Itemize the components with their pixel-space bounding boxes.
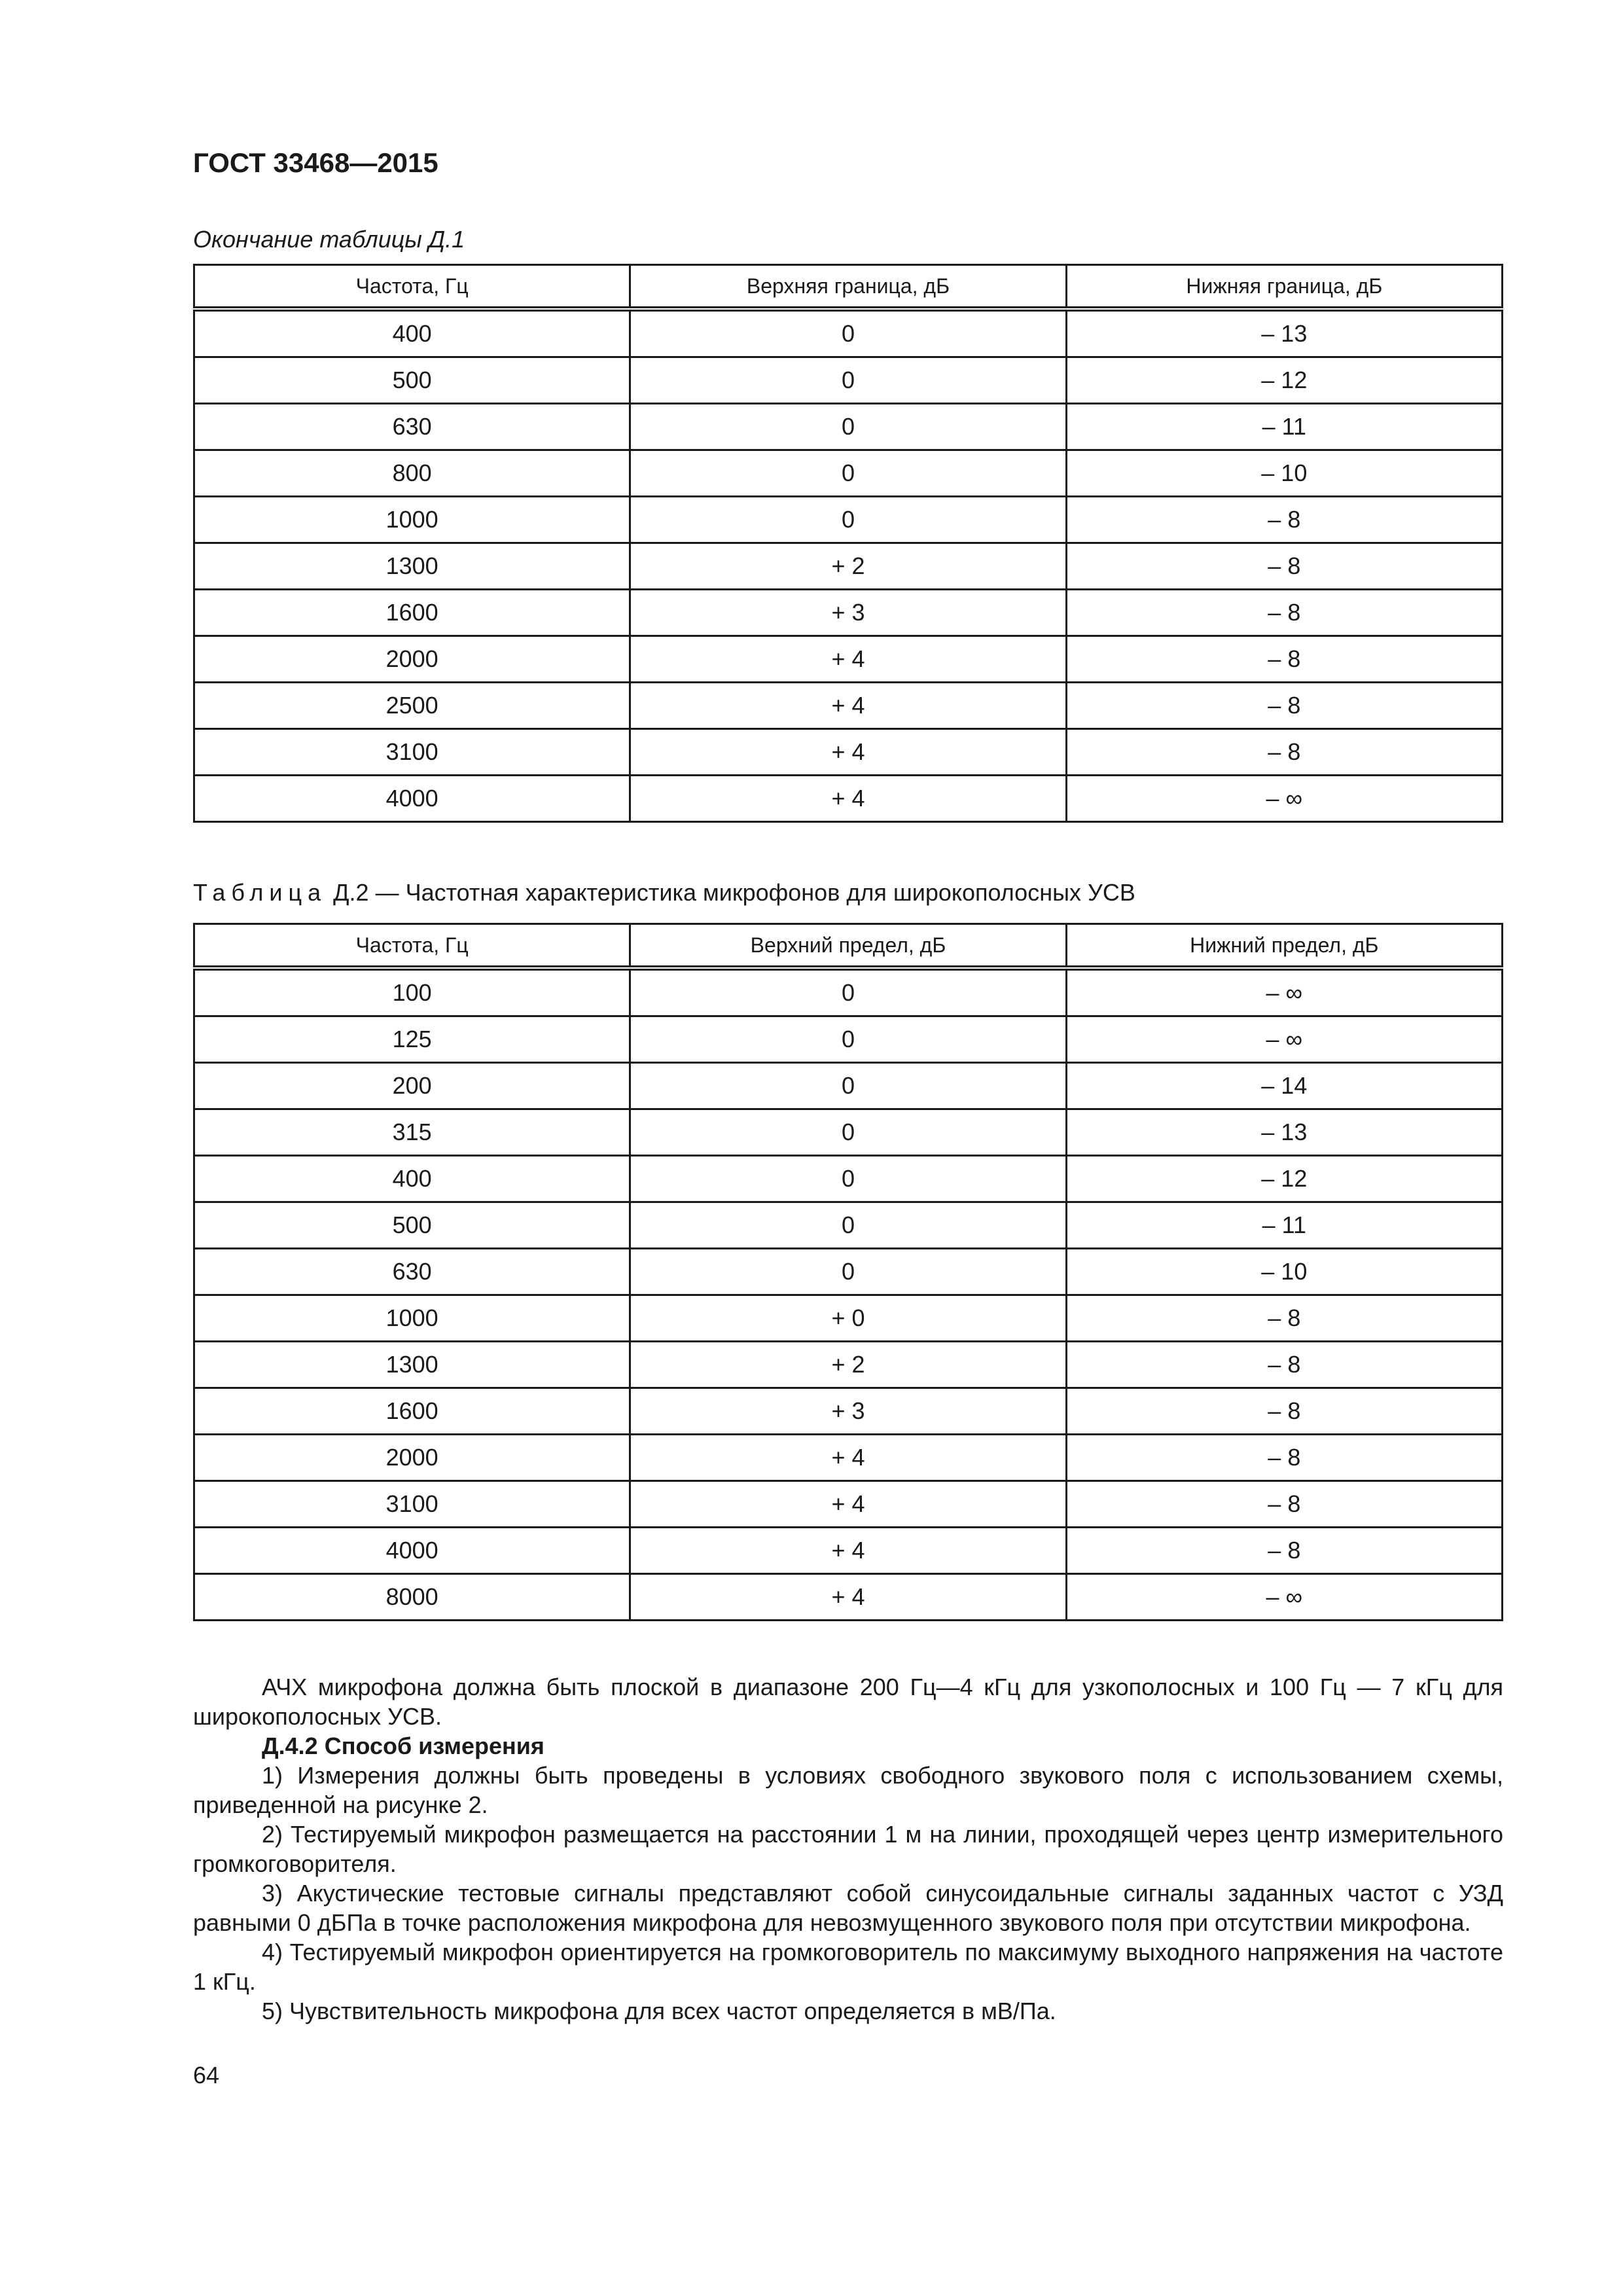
table-body bbox=[194, 309, 1503, 822]
cell-frequency: 400 bbox=[194, 309, 630, 357]
cell-frequency: 3100 bbox=[194, 1481, 630, 1528]
list-item: 5) Чувствительность микрофона для всех частот определяется в мВ/Па. bbox=[262, 1998, 1056, 2024]
table-row bbox=[194, 729, 1503, 776]
table-d1 bbox=[193, 264, 1503, 823]
cell-upper-limit: + 4 bbox=[630, 1528, 1066, 1574]
cell-upper-limit: + 3 bbox=[630, 1388, 1066, 1435]
cell-lower-limit: – 12 bbox=[1066, 1156, 1502, 1202]
list-item: 4) Тестируемый микрофон ориентируется на громкоговоритель по максимуму выходного напряжения на частоте 1 кГц. bbox=[193, 1939, 1503, 1995]
table-row bbox=[194, 1388, 1503, 1435]
list-item: 3) Акустические тестовые сигналы представляют собой синусоидальные сигналы заданных частот с УЗД равными 0 дБПа в точке расположения микрофона для невозмущенного звукового поля при отсутствии микрофона. bbox=[193, 1880, 1503, 1936]
cell-frequency: 1300 bbox=[194, 543, 630, 590]
table1-caption: Окончание таблицы Д.1 bbox=[193, 226, 465, 253]
table-row bbox=[194, 1435, 1503, 1481]
column-header-upper: Верхняя граница, дБ bbox=[630, 265, 1066, 310]
cell-upper-limit: + 4 bbox=[630, 636, 1066, 683]
cell-lower-limit: – 14 bbox=[1066, 1063, 1502, 1109]
cell-frequency: 1300 bbox=[194, 1342, 630, 1388]
cell-lower-limit: – 11 bbox=[1066, 1202, 1502, 1249]
body-text bbox=[193, 1672, 1503, 2026]
table-row bbox=[194, 1109, 1503, 1156]
table-row bbox=[194, 309, 1503, 357]
cell-upper-limit: + 3 bbox=[630, 590, 1066, 636]
cell-lower-limit: – 8 bbox=[1066, 543, 1502, 590]
cell-frequency: 800 bbox=[194, 450, 630, 497]
list-item: 2) Тестируемый микрофон размещается на расстоянии 1 м на линии, проходящей через центр измерительного громкоговорителя. bbox=[193, 1821, 1503, 1877]
table-row bbox=[194, 404, 1503, 450]
cell-frequency: 125 bbox=[194, 1016, 630, 1063]
document-title: ГОСТ 33468—2015 bbox=[193, 147, 438, 178]
table-row bbox=[194, 636, 1503, 683]
cell-upper-limit: + 2 bbox=[630, 543, 1066, 590]
cell-frequency: 630 bbox=[194, 1249, 630, 1295]
table-row bbox=[194, 357, 1503, 404]
cell-lower-limit: – 8 bbox=[1066, 1528, 1502, 1574]
cell-frequency: 1600 bbox=[194, 1388, 630, 1435]
table-body bbox=[194, 968, 1503, 1621]
cell-upper-limit: + 4 bbox=[630, 776, 1066, 822]
cell-lower-limit: – 8 bbox=[1066, 636, 1502, 683]
cell-lower-limit: – 13 bbox=[1066, 1109, 1502, 1156]
cell-lower-limit: – 8 bbox=[1066, 1435, 1502, 1481]
cell-frequency: 1600 bbox=[194, 590, 630, 636]
table-row bbox=[194, 450, 1503, 497]
table-row bbox=[194, 1063, 1503, 1109]
cell-frequency: 8000 bbox=[194, 1574, 630, 1621]
cell-frequency: 200 bbox=[194, 1063, 630, 1109]
cell-upper-limit: + 4 bbox=[630, 1481, 1066, 1528]
table-header-row bbox=[194, 265, 1503, 310]
cell-upper-limit: 0 bbox=[630, 1156, 1066, 1202]
afc-paragraph: АЧХ микрофона должна быть плоской в диапазоне 200 Гц—4 кГц для узкополосных и 100 Гц — 7 кГц для широкополосных УСВ. bbox=[193, 1674, 1503, 1730]
cell-upper-limit: 0 bbox=[630, 1202, 1066, 1249]
table-row bbox=[194, 1528, 1503, 1574]
cell-upper-limit: + 4 bbox=[630, 1435, 1066, 1481]
cell-upper-limit: + 4 bbox=[630, 683, 1066, 729]
cell-lower-limit: – 10 bbox=[1066, 1249, 1502, 1295]
cell-frequency: 630 bbox=[194, 404, 630, 450]
cell-upper-limit: + 2 bbox=[630, 1342, 1066, 1388]
cell-upper-limit: 0 bbox=[630, 1063, 1066, 1109]
cell-lower-limit: – 13 bbox=[1066, 309, 1502, 357]
page-number: 64 bbox=[193, 2062, 220, 2089]
cell-lower-limit: – 11 bbox=[1066, 404, 1502, 450]
table-row bbox=[194, 1295, 1503, 1342]
cell-lower-limit: – 8 bbox=[1066, 1342, 1502, 1388]
table-row bbox=[194, 968, 1503, 1016]
cell-frequency: 1000 bbox=[194, 1295, 630, 1342]
table-row bbox=[194, 1574, 1503, 1621]
cell-lower-limit: – 8 bbox=[1066, 729, 1502, 776]
cell-frequency: 400 bbox=[194, 1156, 630, 1202]
column-header-lower: Нижняя граница, дБ bbox=[1066, 265, 1502, 310]
table-row bbox=[194, 1016, 1503, 1063]
cell-frequency: 3100 bbox=[194, 729, 630, 776]
cell-upper-limit: 0 bbox=[630, 309, 1066, 357]
cell-frequency: 4000 bbox=[194, 1528, 630, 1574]
cell-upper-limit: 0 bbox=[630, 357, 1066, 404]
table-row bbox=[194, 590, 1503, 636]
cell-lower-limit: – 8 bbox=[1066, 1388, 1502, 1435]
cell-frequency: 2500 bbox=[194, 683, 630, 729]
column-header-upper: Верхний предел, дБ bbox=[630, 924, 1066, 969]
cell-frequency: 100 bbox=[194, 968, 630, 1016]
table2-caption-text: Д.2 — Частотная характеристика микрофонов для широкополосных УСВ bbox=[333, 879, 1135, 906]
cell-lower-limit: – 10 bbox=[1066, 450, 1502, 497]
column-header-frequency: Частота, Гц bbox=[194, 924, 630, 969]
cell-upper-limit: 0 bbox=[630, 497, 1066, 543]
table-row bbox=[194, 1481, 1503, 1528]
table-row bbox=[194, 776, 1503, 822]
cell-lower-limit: – 8 bbox=[1066, 1295, 1502, 1342]
cell-lower-limit: – 8 bbox=[1066, 590, 1502, 636]
cell-upper-limit: 0 bbox=[630, 968, 1066, 1016]
column-header-frequency: Частота, Гц bbox=[194, 265, 630, 310]
cell-lower-limit: – 8 bbox=[1066, 683, 1502, 729]
table2-caption-label: Таблица bbox=[193, 879, 327, 906]
table-row bbox=[194, 1249, 1503, 1295]
cell-upper-limit: 0 bbox=[630, 1109, 1066, 1156]
table-row bbox=[194, 1342, 1503, 1388]
cell-lower-limit: – ∞ bbox=[1066, 1574, 1502, 1621]
cell-frequency: 2000 bbox=[194, 636, 630, 683]
list-item: 1) Измерения должны быть проведены в условиях свободного звукового поля с использованием схемы, приведенной на рисунке 2. bbox=[193, 1762, 1503, 1818]
column-header-lower: Нижний предел, дБ bbox=[1066, 924, 1502, 969]
cell-upper-limit: + 4 bbox=[630, 729, 1066, 776]
table2-caption bbox=[193, 879, 1135, 906]
cell-upper-limit: + 4 bbox=[630, 1574, 1066, 1621]
table-row bbox=[194, 1156, 1503, 1202]
table-row bbox=[194, 497, 1503, 543]
cell-upper-limit: + 0 bbox=[630, 1295, 1066, 1342]
cell-lower-limit: – 12 bbox=[1066, 357, 1502, 404]
cell-frequency: 500 bbox=[194, 1202, 630, 1249]
cell-frequency: 315 bbox=[194, 1109, 630, 1156]
cell-frequency: 4000 bbox=[194, 776, 630, 822]
cell-upper-limit: 0 bbox=[630, 1249, 1066, 1295]
cell-frequency: 1000 bbox=[194, 497, 630, 543]
table-row bbox=[194, 1202, 1503, 1249]
table-header-row bbox=[194, 924, 1503, 969]
table-row bbox=[194, 683, 1503, 729]
cell-frequency: 2000 bbox=[194, 1435, 630, 1481]
cell-upper-limit: 0 bbox=[630, 404, 1066, 450]
cell-lower-limit: – ∞ bbox=[1066, 968, 1502, 1016]
table-row bbox=[194, 543, 1503, 590]
cell-upper-limit: 0 bbox=[630, 1016, 1066, 1063]
cell-lower-limit: – 8 bbox=[1066, 1481, 1502, 1528]
cell-frequency: 500 bbox=[194, 357, 630, 404]
cell-lower-limit: – 8 bbox=[1066, 497, 1502, 543]
cell-upper-limit: 0 bbox=[630, 450, 1066, 497]
section-heading: Д.4.2 Способ измерения bbox=[262, 1732, 544, 1759]
cell-lower-limit: – ∞ bbox=[1066, 1016, 1502, 1063]
cell-lower-limit: – ∞ bbox=[1066, 776, 1502, 822]
table-d2 bbox=[193, 923, 1503, 1621]
